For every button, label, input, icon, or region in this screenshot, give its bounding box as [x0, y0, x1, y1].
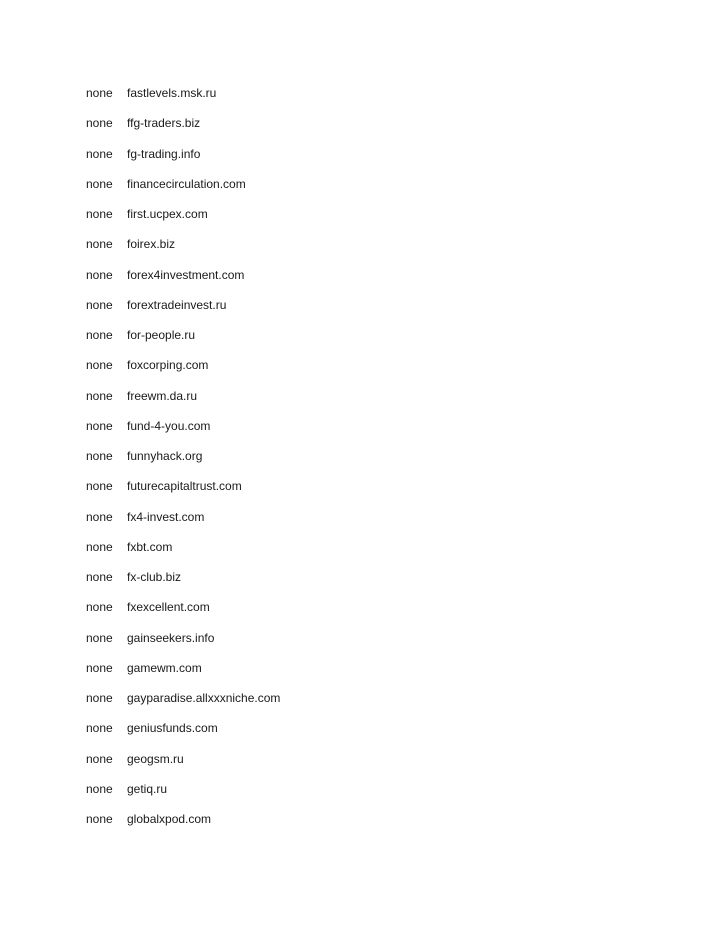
domain-text: fund-4-you.com [127, 418, 211, 433]
status-label: none [86, 539, 113, 554]
domain-text: fg-trading.info [127, 146, 201, 161]
list-item [86, 268, 646, 298]
status-label: none [86, 721, 113, 736]
domain-text: foirex.biz [127, 237, 176, 252]
domain-text: gainseekers.info [127, 630, 215, 645]
domain-text: futurecapitaltrust.com [127, 479, 242, 494]
domain-text: for-people.ru [127, 328, 196, 342]
domain-text: globalxpod.com [127, 812, 212, 826]
status-label: none [86, 660, 113, 675]
list-item [86, 631, 646, 661]
status-label: none [86, 328, 113, 342]
domain-text: financecirculation.com [127, 176, 246, 191]
domain-text: fxexcellent.com [127, 600, 210, 615]
domain-text: forex4investment.com [127, 267, 245, 282]
status-label: none [86, 570, 113, 584]
list-item [86, 237, 646, 267]
list-item [86, 449, 646, 479]
status-label: none [86, 630, 113, 645]
status-label: none [86, 297, 113, 312]
status-label: none [86, 781, 113, 796]
list-item [86, 600, 646, 630]
status-label: none [86, 267, 113, 282]
list-item [86, 389, 646, 419]
domain-text: foxcorping.com [127, 358, 209, 373]
list-item [86, 86, 646, 116]
domain-text: fxbt.com [127, 539, 173, 554]
list-item [86, 721, 646, 751]
domain-text: first.ucpex.com [127, 207, 208, 221]
domain-text: freewm.da.ru [127, 388, 198, 403]
list-item [86, 752, 646, 782]
status-label: none [86, 509, 113, 524]
list-item [86, 358, 646, 388]
list-item [86, 540, 646, 570]
domain-text: gayparadise.allxxxniche.com [127, 691, 281, 705]
list-item [86, 147, 646, 177]
domain-text: geniusfunds.com [127, 721, 218, 736]
status-label: none [86, 237, 113, 252]
domain-text: fx4-invest.com [127, 509, 205, 524]
status-label: none [86, 86, 113, 100]
domain-list [86, 86, 646, 842]
status-label: none [86, 751, 113, 766]
status-label: none [86, 479, 113, 494]
status-label: none [86, 146, 113, 161]
status-label: none [86, 812, 113, 826]
domain-text: fx-club.biz [127, 570, 182, 584]
status-label: none [86, 600, 113, 615]
list-item [86, 207, 646, 237]
domain-text: funnyhack.org [127, 449, 203, 463]
domain-text: getiq.ru [127, 781, 168, 796]
status-label: none [86, 358, 113, 373]
status-label: none [86, 449, 113, 463]
status-label: none [86, 116, 113, 131]
domain-text: geogsm.ru [127, 751, 184, 766]
list-item [86, 691, 646, 721]
list-item [86, 177, 646, 207]
list-item [86, 812, 646, 842]
list-item [86, 419, 646, 449]
list-item [86, 328, 646, 358]
list-item [86, 510, 646, 540]
list-item [86, 570, 646, 600]
domain-text: ffg-traders.biz [127, 116, 201, 131]
domain-text: gamewm.com [127, 660, 202, 675]
list-item [86, 661, 646, 691]
status-label: none [86, 691, 113, 705]
status-label: none [86, 176, 113, 191]
status-label: none [86, 207, 113, 221]
domain-text: forextradeinvest.ru [127, 297, 227, 312]
list-item [86, 116, 646, 146]
status-label: none [86, 388, 113, 403]
domain-text: fastlevels.msk.ru [127, 86, 217, 100]
list-item [86, 782, 646, 812]
list-item [86, 298, 646, 328]
status-label: none [86, 418, 113, 433]
list-item [86, 479, 646, 509]
